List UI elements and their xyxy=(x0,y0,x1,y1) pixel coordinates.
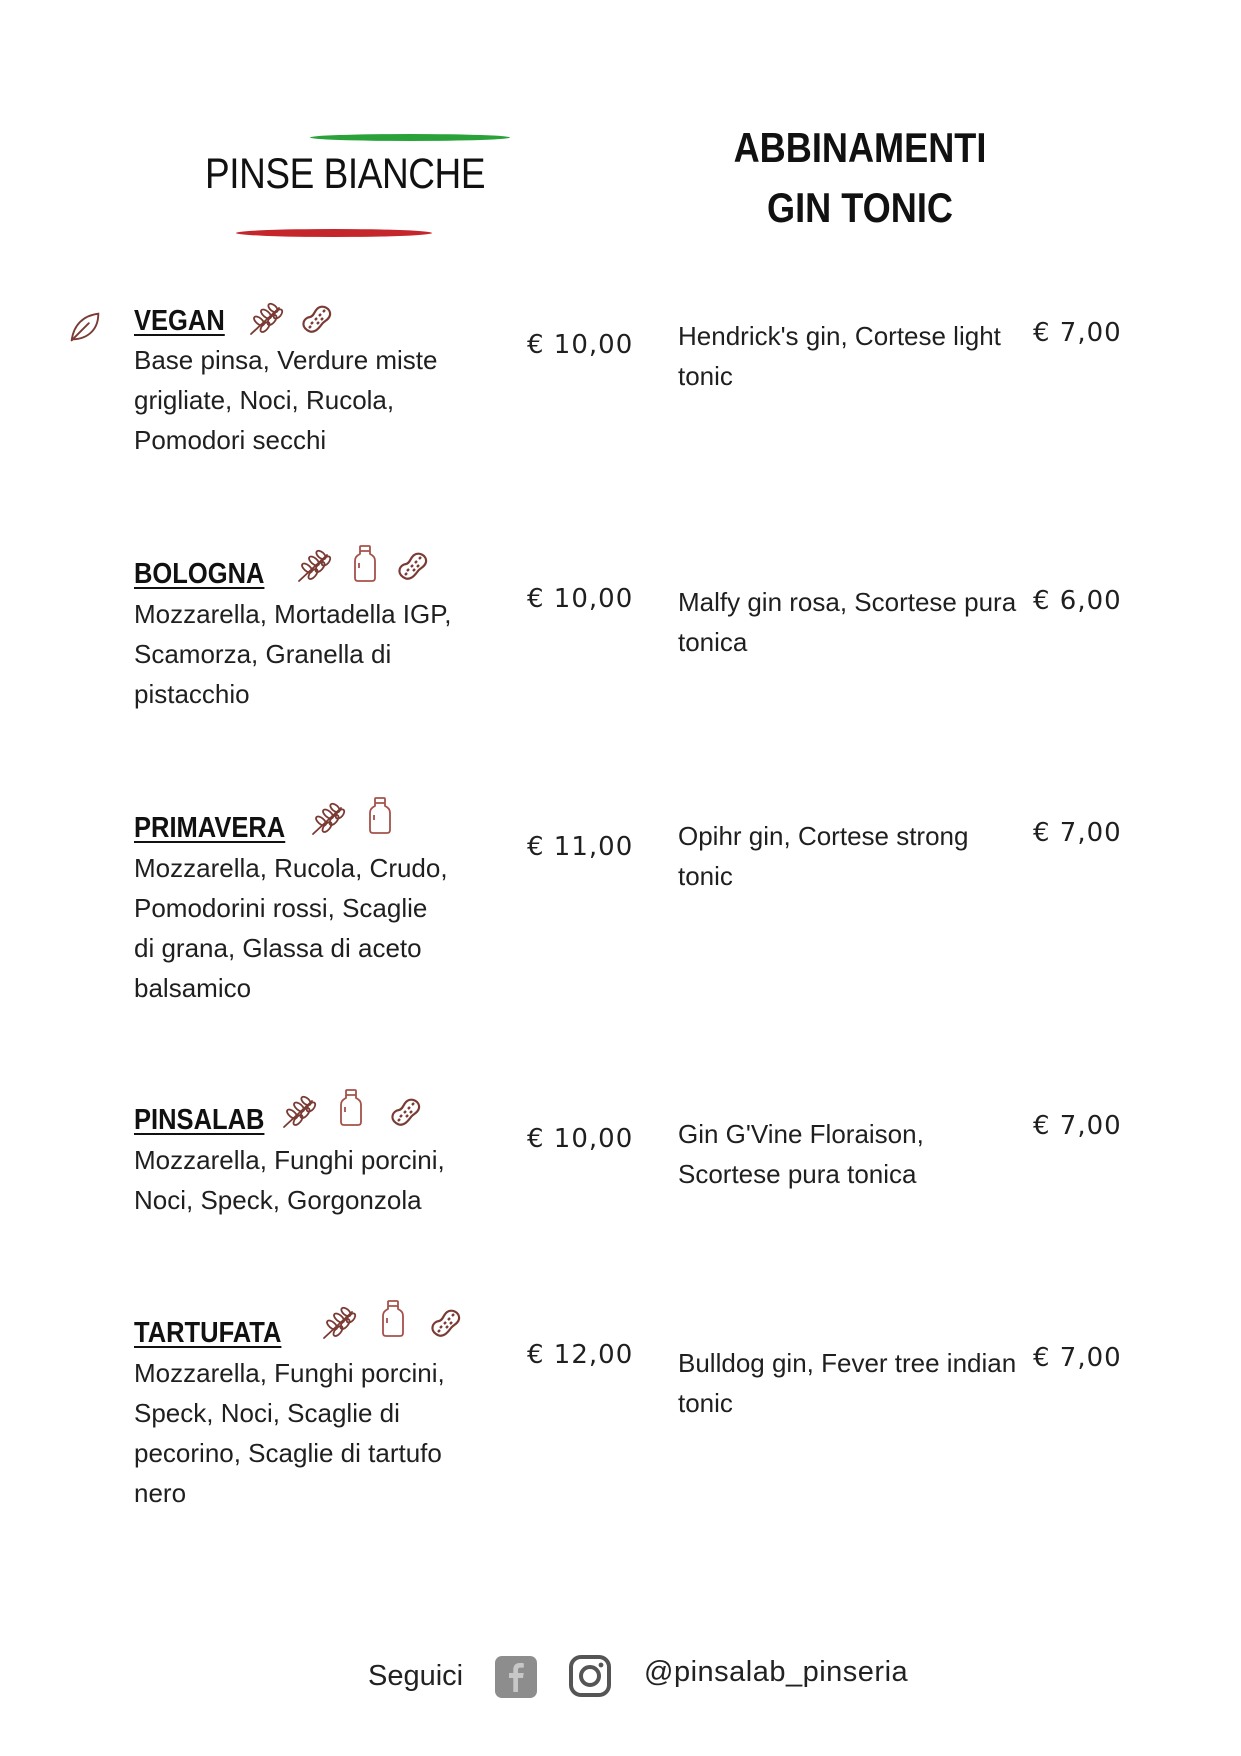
wheat-icon xyxy=(293,547,333,587)
milk-bottle-icon xyxy=(331,1087,371,1127)
item-description-tartufata: Mozzarella, Funghi porcini, Speck, Noci, Scaglie di pecorino, Scaglie di tartufo nero xyxy=(134,1358,445,1508)
item-name-bologna: BOLOGNA xyxy=(134,558,265,590)
pairing-description-pinsalab: Gin G'Vine Floraison, Scortese pura tonica xyxy=(678,1119,924,1189)
peanut-icon xyxy=(297,300,337,340)
pairing-price-primavera: € 7,00 xyxy=(1033,818,1122,848)
item-description-primavera: Mozzarella, Rucola, Crudo, Pomodorini rossi, Scaglie di grana, Glassa di aceto balsamico xyxy=(134,853,448,1003)
pairing-description-primavera: Opihr gin, Cortese strong tonic xyxy=(678,821,969,891)
item-price-vegan: € 10,00 xyxy=(527,330,634,360)
peanut-icon xyxy=(426,1304,466,1344)
wheat-icon xyxy=(278,1093,318,1133)
pairing-price-vegan: € 7,00 xyxy=(1033,318,1122,348)
item-price-bologna: € 10,00 xyxy=(527,584,634,614)
pairing-price-bologna: € 6,00 xyxy=(1033,586,1122,616)
section-title: PINSE BIANCHE xyxy=(205,150,486,198)
pairing-description-vegan: Hendrick's gin, Cortese light tonic xyxy=(678,321,1001,391)
item-name-vegan: VEGAN xyxy=(134,305,225,337)
item-price-tartufata: € 12,00 xyxy=(527,1340,634,1370)
wheat-icon xyxy=(245,300,285,340)
facebook-icon[interactable] xyxy=(495,1656,537,1698)
item-name-primavera: PRIMAVERA xyxy=(134,812,286,844)
item-description-vegan: Base pinsa, Verdure miste grigliate, Noci, Rucola, Pomodori secchi xyxy=(134,345,438,455)
item-price-primavera: € 11,00 xyxy=(527,832,634,862)
peanut-icon xyxy=(393,547,433,587)
pairing-title-line1: ABBINAMENTI xyxy=(733,124,987,171)
item-name-pinsalab: PINSALAB xyxy=(134,1104,265,1136)
wheat-icon xyxy=(318,1304,358,1344)
pairing-title xyxy=(690,118,1030,238)
instagram-icon[interactable] xyxy=(568,1654,612,1698)
instagram-handle[interactable]: @pinsalab_pinseria xyxy=(644,1656,909,1688)
item-price-pinsalab: € 10,00 xyxy=(527,1124,634,1154)
item-description-bologna: Mozzarella, Mortadella IGP, Scamorza, Granella di pistacchio xyxy=(134,599,452,709)
wheat-icon xyxy=(307,800,347,840)
green-brush-stroke xyxy=(310,134,510,141)
pairing-title-line2: GIN TONIC xyxy=(767,184,953,231)
pairing-description-tartufata: Bulldog gin, Fever tree indian tonic xyxy=(678,1348,1017,1418)
pairing-description-bologna: Malfy gin rosa, Scortese pura tonica xyxy=(678,587,1017,657)
pairing-price-tartufata: € 7,00 xyxy=(1033,1343,1122,1373)
milk-bottle-icon xyxy=(360,795,400,835)
red-brush-stroke xyxy=(236,229,432,237)
pairing-price-pinsalab: € 7,00 xyxy=(1033,1111,1122,1141)
item-description-pinsalab: Mozzarella, Funghi porcini, Noci, Speck, Gorgonzola xyxy=(134,1145,445,1215)
item-name-tartufata: TARTUFATA xyxy=(134,1317,282,1349)
leaf-icon xyxy=(66,308,104,346)
peanut-icon xyxy=(386,1093,426,1133)
milk-bottle-icon xyxy=(345,543,385,583)
milk-bottle-icon xyxy=(373,1298,413,1338)
follow-label: Seguici xyxy=(368,1660,464,1692)
